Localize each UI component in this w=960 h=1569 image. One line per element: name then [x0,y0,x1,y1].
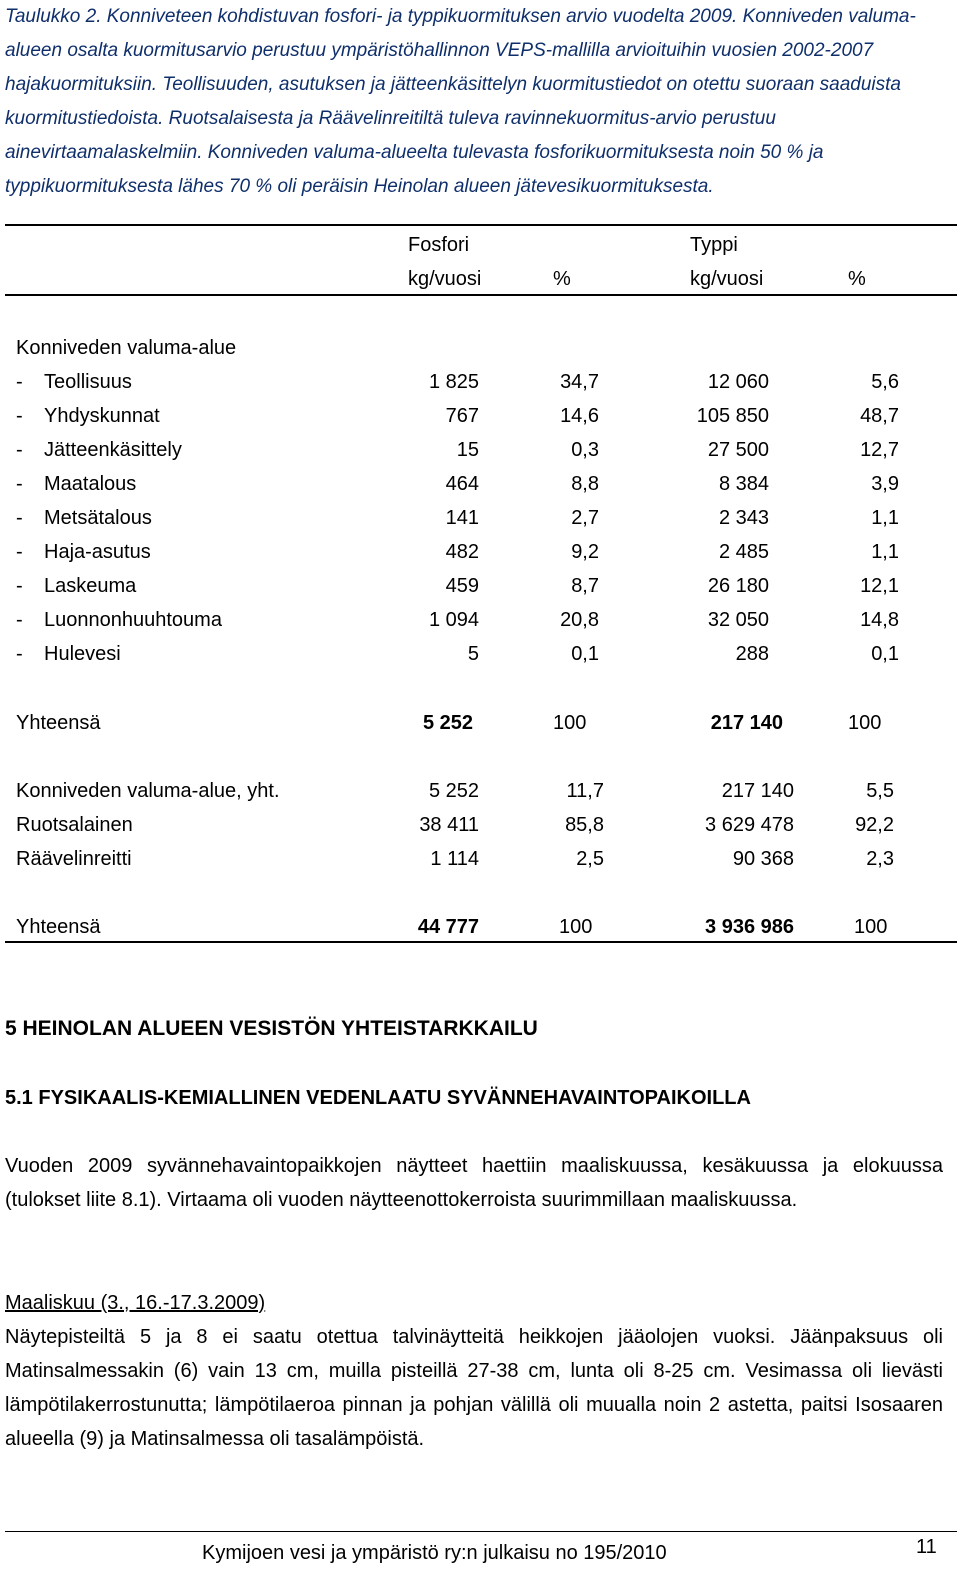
row-label: Metsätalous [44,507,152,529]
row-p-kg: 767 [445,405,479,427]
row-label: Laskeuma [44,575,137,597]
area-row-p-pct: 85,8 [565,814,604,836]
total1-p-kg: 5 252 [422,712,473,734]
area-row-p-kg: 1 114 [430,848,479,870]
row-label: Jätteenkäsittely [44,439,182,461]
area-row-p-pct: 2,5 [576,848,604,870]
row-n-kg: 2 485 [718,541,769,563]
total2-label: Yhteensä [16,916,101,938]
row-label: Maatalous [44,473,137,495]
area-row-n-pct: 2,3 [866,848,894,870]
row-n-pct: 3,9 [871,473,899,495]
area-row-n-kg: 3 629 478 [705,814,794,836]
row-n-pct: 14,8 [860,609,899,631]
row-p-pct: 20,8 [560,609,599,631]
row-n-pct: 1,1 [871,507,899,529]
row-n-pct: 1,1 [871,541,899,563]
area-row-label: Konniveden valuma-alue, yht. [16,780,280,802]
row-n-pct: 12,7 [860,439,899,461]
row-n-kg: 27 500 [707,439,769,461]
row-p-kg: 141 [445,507,479,529]
table-caption: Taulukko 2. Konniveteen kohdistuvan fosfori- ja typpikuormituksen arvio vuodelta 2009. Konniveden valuma-alueen osalta kuormitusarvio perustuu ympäristöhallinnon VEPS-mallilla arvioituihin vuosien 2002-2007 hajakuormituksiin. Teollisuuden, asutuksen ja jätteenkäsittelyn kuormitustiedot on otettu suoraan saaduista kuormitustiedoista. Ruotsalaisesta ja Räävelinreitiltä tuleva ravinnekuormitus-arvio perustuu ainevirtaamalaskelmiin. Konniveden valuma-alueelta tulevasta fosforikuormituksesta noin 50 % ja typpikuormituksesta lähes 70 % oli peräisin Heinolan alueen jätevesikuormituksesta. [5,6,916,197]
row-p-pct: 0,3 [571,439,599,461]
total2-p-kg: 44 777 [417,916,479,938]
paragraph-intro: Vuoden 2009 syvännehavaintopaikkojen näytteet haettiin maaliskuussa, kesäkuussa ja elokuussa (tulokset liite 8.1). Virtaama oli vuoden näytteenottokerroista suurimmillaan maaliskuussa. [5,1155,943,1211]
header-kg-fosfori: kg/vuosi [408,268,482,290]
row-n-pct: 5,6 [871,371,899,393]
header-pct-typpi: % [848,268,866,290]
row-p-kg: 15 [456,439,479,461]
header-pct-fosfori: % [553,268,571,290]
row-dash: - [16,371,23,393]
group-label: Konniveden valuma-alue [16,337,237,359]
row-n-kg: 26 180 [707,575,769,597]
row-dash: - [16,439,23,461]
header-fosfori: Fosfori [408,234,470,256]
row-p-pct: 2,7 [571,507,599,529]
area-row-label: Ruotsalainen [16,814,133,836]
table-bottom-rule [5,941,957,943]
area-row-n-pct: 5,5 [866,780,894,802]
row-n-kg: 288 [735,643,769,665]
paragraph-maaliskuu: Näytepisteiltä 5 ja 8 ei saatu otettua talvinäytteitä heikkojen jääolojen vuoksi. Jäänpaksuus oli Matinsalmessakin (6) vain 13 cm, muilla pisteillä 27-38 cm, lunta oli 8-25 cm. Vesimassa oli lievästi lämpötilakerrostunutta; lämpötilaeroa pinnan ja pohjan välillä oli muualla noin 2 astetta, paitsi Isosaaren alueella (9) ja Matinsalmessa oli tasalämpöistä. [5,1326,943,1450]
row-p-pct: 9,2 [571,541,599,563]
row-label: Teollisuus [44,371,132,393]
header-kg-typpi: kg/vuosi [690,268,764,290]
row-dash: - [16,609,23,631]
row-p-pct: 14,6 [560,405,599,427]
total2-p-pct: 100 [559,916,593,938]
total1-n-pct: 100 [848,712,882,734]
row-dash: - [16,405,23,427]
row-p-kg: 459 [445,575,479,597]
row-dash: - [16,541,23,563]
area-row-label: Räävelinreitti [16,848,132,870]
area-row-n-kg: 217 140 [721,780,794,802]
row-dash: - [16,473,23,495]
row-label: Luonnonhuuhtouma [44,609,222,631]
area-row-n-pct: 92,2 [855,814,894,836]
row-dash: - [16,643,23,665]
row-p-pct: 0,1 [571,643,599,665]
row-p-kg: 464 [445,473,479,495]
row-n-kg: 32 050 [707,609,769,631]
row-label: Hulevesi [44,643,121,665]
row-p-kg: 482 [445,541,479,563]
row-dash: - [16,575,23,597]
row-p-pct: 34,7 [560,371,599,393]
row-label: Yhdyskunnat [44,405,160,427]
row-p-pct: 8,8 [571,473,599,495]
section-heading-5: 5 HEINOLAN ALUEEN VESISTÖN YHTEISTARKKAILU [5,1017,538,1040]
header-typpi: Typpi [690,234,738,256]
row-n-kg: 8 384 [718,473,769,495]
footer-text: Kymijoen vesi ja ympäristö ry:n julkaisu no 195/2010 [202,1542,667,1564]
total1-p-pct: 100 [553,712,587,734]
subheading-maaliskuu: Maaliskuu (3., 16.-17.3.2009) [5,1292,266,1314]
row-label: Haja-asutus [44,541,151,563]
total2-n-kg: 3 936 986 [705,916,794,938]
row-n-pct: 0,1 [871,643,899,665]
row-p-kg: 5 [467,643,479,665]
row-p-kg: 1 094 [428,609,479,631]
row-p-kg: 1 825 [428,371,479,393]
section-heading-5-1: 5.1 FYSIKAALIS-KEMIALLINEN VEDENLAATU SYVÄNNEHAVAINTOPAIKOILLA [5,1087,751,1109]
total1-n-kg: 217 140 [710,712,783,734]
table-header-rule [5,294,957,296]
row-n-kg: 12 060 [707,371,769,393]
page-number: 11 [916,1536,937,1558]
table-top-rule [5,224,957,226]
row-n-kg: 2 343 [718,507,769,529]
area-row-n-kg: 90 368 [732,848,794,870]
total2-n-pct: 100 [854,916,888,938]
row-p-pct: 8,7 [571,575,599,597]
area-row-p-pct: 11,7 [566,780,604,802]
row-dash: - [16,507,23,529]
row-n-pct: 48,7 [860,405,899,427]
row-n-pct: 12,1 [860,575,899,597]
total1-label: Yhteensä [16,712,101,734]
area-row-p-kg: 38 411 [419,814,479,836]
row-n-kg: 105 850 [696,405,769,427]
area-row-p-kg: 5 252 [428,780,479,802]
footer-rule [5,1531,957,1532]
